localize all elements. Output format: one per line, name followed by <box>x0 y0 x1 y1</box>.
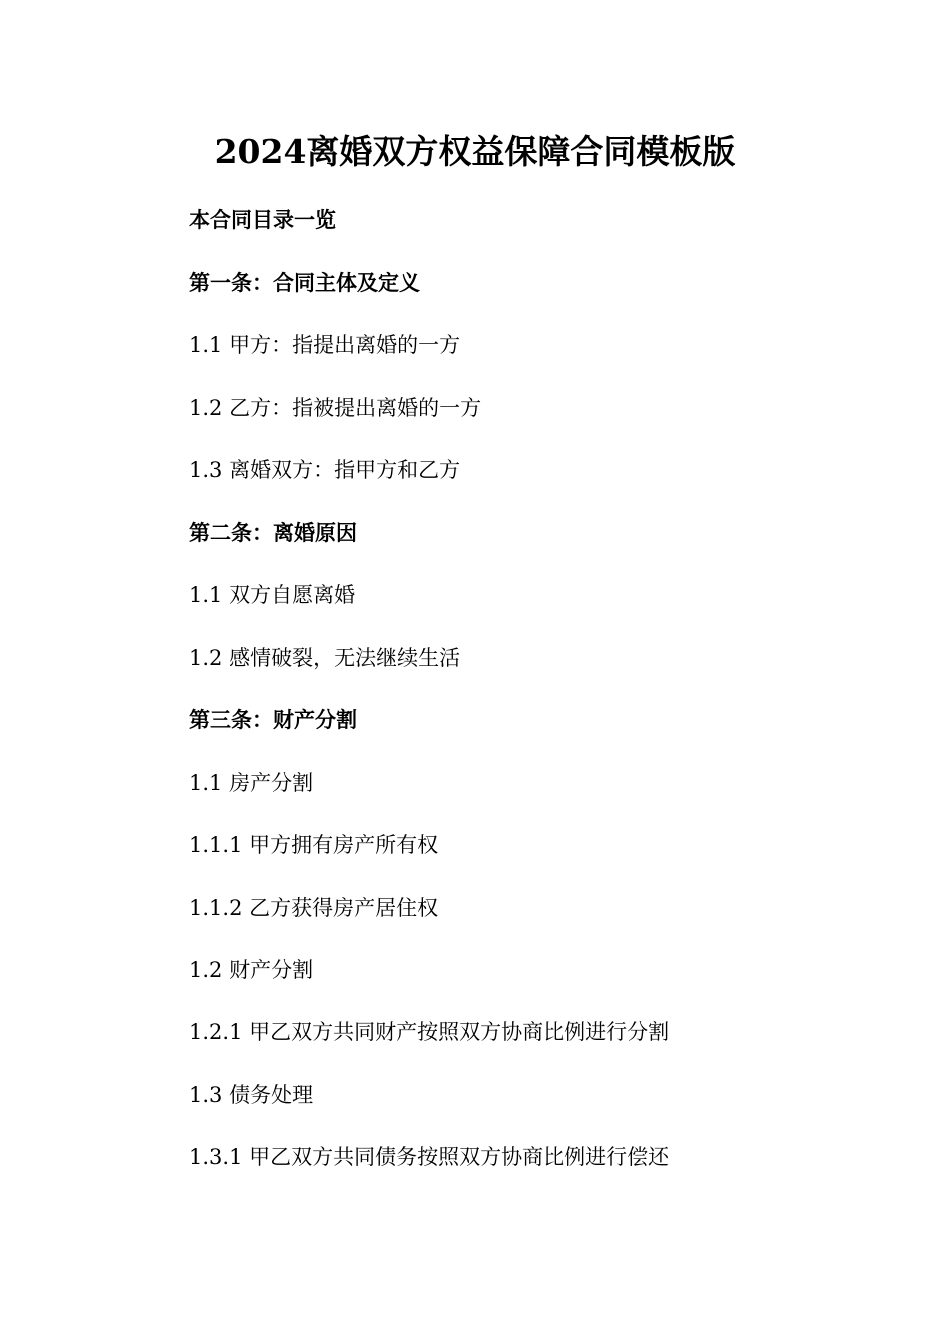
clause-line: 1.2 感情破裂，无法继续生活 <box>189 646 461 670</box>
clause-line: 1.1.2 乙方获得房产居住权 <box>189 896 439 920</box>
section-heading-1: 第一条：合同主体及定义 <box>189 271 420 295</box>
section-heading-3: 第三条：财产分割 <box>189 708 357 732</box>
clause-line: 1.1 双方自愿离婚 <box>189 583 356 607</box>
document-title: 2024离婚双方权益保障合同模板版 <box>214 132 736 171</box>
section-heading-2: 第二条：离婚原因 <box>189 521 357 545</box>
clause-line: 1.2 财产分割 <box>189 958 314 982</box>
toc-heading: 本合同目录一览 <box>189 208 336 232</box>
clause-line: 1.3.1 甲乙双方共同债务按照双方协商比例进行偿还 <box>189 1145 670 1169</box>
clause-line: 1.2 乙方：指被提出离婚的一方 <box>189 396 482 420</box>
clause-line: 1.1.1 甲方拥有房产所有权 <box>189 833 439 857</box>
clause-line: 1.1 甲方：指提出离婚的一方 <box>189 333 461 357</box>
clause-line: 1.1 房产分割 <box>189 771 314 795</box>
clause-line: 1.3 债务处理 <box>189 1083 314 1107</box>
clause-line: 1.2.1 甲乙双方共同财产按照双方协商比例进行分割 <box>189 1020 670 1044</box>
clause-line: 1.3 离婚双方：指甲方和乙方 <box>189 458 461 482</box>
